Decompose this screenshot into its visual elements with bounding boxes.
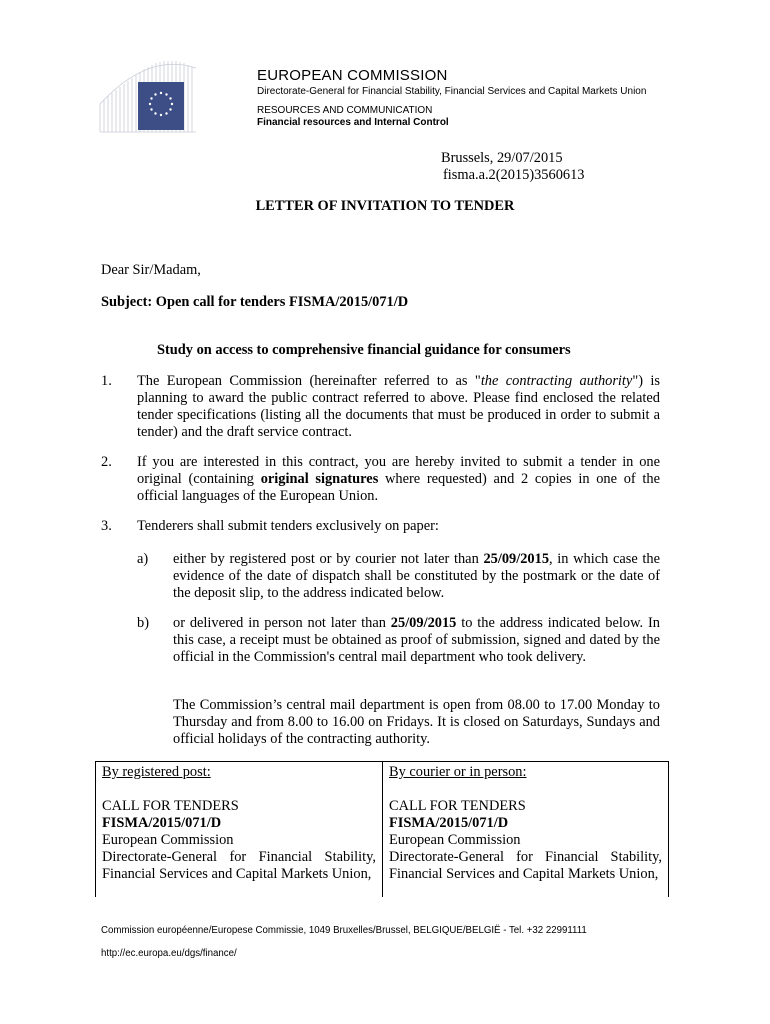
sub-point-a-part: , in which case the evidence of the date of dispatch shall be constituted by the postmark or the date of the deposit slip, to the address indicated below. [173, 551, 661, 601]
address-line: Directorate-General for Financial Stability, Financial Services and Capital Markets Union, [389, 849, 662, 882]
address-line: Directorate-General for Financial Stability, Financial Services and Capital Markets Union, [102, 849, 376, 882]
sub-point-b-text [173, 615, 660, 666]
point-1-text-part: The European Commission (hereinafter referred to as " [137, 373, 481, 389]
column-heading: By courier or in person: [389, 764, 527, 780]
letterhead [257, 67, 646, 129]
letter-title: LETTER OF INVITATION TO TENDER [255, 198, 515, 214]
subject-line: Subject: Open call for tenders FISMA/2015/071/D [101, 294, 409, 310]
address-line: CALL FOR TENDERS [389, 798, 526, 814]
mail-department-hours: The Commission’s central mail department is open from 08.00 to 17.00 Monday to Thursday and from 8.00 to 16.00 on Fridays. It is closed on Saturdays, Sundays and official holidays of the contracting authority. [173, 697, 660, 747]
courier-column [383, 762, 668, 897]
footer-address: Commission européenne/Europese Commissie, 1049 Bruxelles/Brussel, BELGIQUE/BELGIË - Tel. +32 22991111 [101, 925, 587, 936]
footer-website[interactable]: http://ec.europa.eu/dgs/finance/ [101, 948, 237, 959]
address-line: FISMA/2015/071/D [102, 815, 222, 831]
sub-point-b-part: to the address indicated below. In this case, a receipt must be obtained as proof of submission, signed and dated by the official in the Commission's central mail department who took delivery. [173, 615, 660, 665]
sub-point-a-part: either by registered post or by courier not later than [173, 551, 484, 567]
eu-flag [138, 82, 184, 130]
address-line: European Commission [389, 832, 521, 848]
column-heading: By registered post: [102, 764, 211, 780]
address-line: FISMA/2015/071/D [389, 815, 509, 831]
address-line: CALL FOR TENDERS [102, 798, 239, 814]
sub-point-a-text [173, 551, 660, 602]
unit-name: RESOURCES AND COMMUNICATION [257, 105, 433, 116]
salutation: Dear Sir/Madam, [101, 262, 201, 278]
original-signatures-term: original signatures [260, 471, 379, 487]
point-number: 2. [101, 454, 112, 470]
point-2-text [137, 454, 660, 505]
point-2-text-part: If you are interested in this contract, you are hereby invited to submit a tender in one original (containing [137, 454, 660, 487]
place-date: Brussels, 29/07/2015 [441, 150, 563, 166]
point-1-text-part: ") is planning to award the public contract referred to above. Please find enclosed the related tender specifications (listing all the documents that must be produced in order to submit a tender) and the draft service contract. [137, 373, 660, 440]
registered-post-column [96, 762, 383, 897]
point-1-text [137, 373, 660, 441]
sub-point-letter: b) [137, 615, 149, 631]
address-table [95, 761, 669, 897]
contracting-authority-term: the contracting authority [480, 373, 633, 389]
point-2-text-part: where requested) and 2 copies in one of the official languages of the European Union. [137, 471, 660, 504]
sub-point-letter: a) [137, 551, 149, 567]
unit-subname: Financial resources and Internal Control [257, 117, 449, 128]
directorate-general: Directorate-General for Financial Stability, Financial Services and Capital Markets Union [257, 86, 647, 97]
point-3-text: Tenderers shall submit tenders exclusively on paper: [137, 518, 439, 534]
point-number: 3. [101, 518, 112, 534]
sub-point-b-part: or delivered in person not later than [173, 615, 391, 631]
deadline-date: 25/09/2015 [483, 551, 550, 567]
organisation-name: EUROPEAN COMMISSION [257, 67, 448, 84]
study-title: Study on access to comprehensive financial guidance for consumers [157, 342, 571, 358]
deadline-date: 25/09/2015 [390, 615, 457, 631]
address-line: European Commission [102, 832, 234, 848]
eu-commission-logo-icon [98, 60, 198, 136]
reference-number: fisma.a.2(2015)3560613 [443, 167, 585, 183]
point-number: 1. [101, 373, 112, 389]
